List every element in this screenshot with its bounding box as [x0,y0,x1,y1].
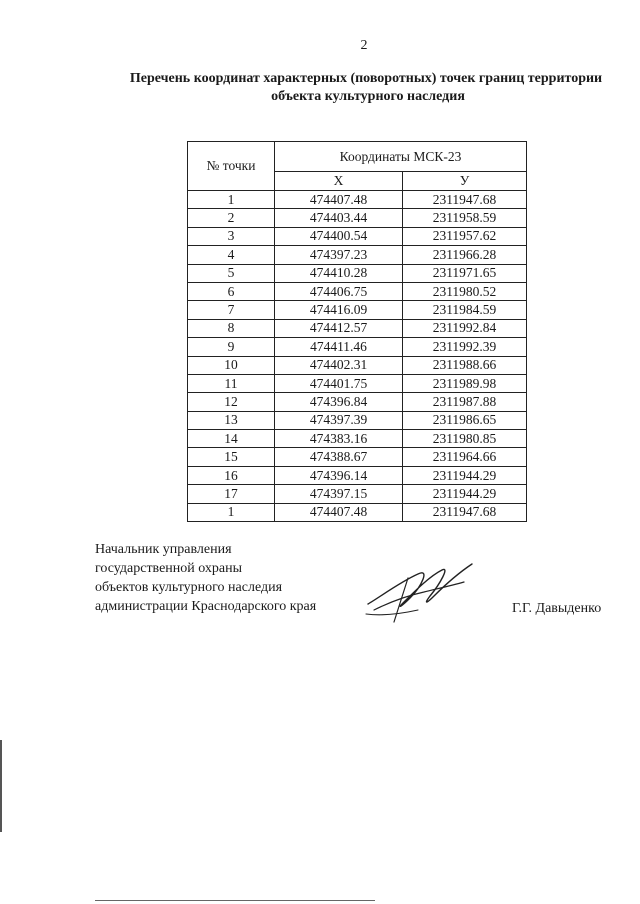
cell-x: 474401.75 [275,374,403,392]
cell-y: 2311964.66 [403,448,527,466]
cell-y: 2311966.28 [403,246,527,264]
cell-y: 2311989.98 [403,374,527,392]
cell-point-number: 17 [188,485,275,503]
cell-x: 474416.09 [275,301,403,319]
signatory-position-line: объектов культурного наследия [95,580,283,595]
signatory-name: Г.Г. Давыденко [512,601,602,616]
table-row [188,246,527,264]
cell-y: 2311958.59 [403,209,527,227]
cell-x: 474396.14 [275,466,403,484]
cell-x: 474396.84 [275,393,403,411]
cell-x: 474411.46 [275,338,403,356]
table-row [188,209,527,227]
cell-point-number: 8 [188,319,275,337]
cell-point-number: 1 [188,191,275,209]
cell-y: 2311944.29 [403,466,527,484]
cell-y: 2311980.85 [403,430,527,448]
cell-point-number: 13 [188,411,275,429]
cell-y: 2311992.39 [403,338,527,356]
cell-x: 474397.15 [275,485,403,503]
cell-x: 474406.75 [275,282,403,300]
signatory-position [95,540,316,616]
table-row [188,503,527,521]
cell-point-number: 11 [188,374,275,392]
cell-x: 474388.67 [275,448,403,466]
handwritten-signature [360,552,480,627]
cell-x: 474407.48 [275,503,403,521]
table-row [188,448,527,466]
cell-x: 474407.48 [275,191,403,209]
table-row [188,338,527,356]
cell-x: 474410.28 [275,264,403,282]
cell-y: 2311947.68 [403,191,527,209]
cell-y: 2311971.65 [403,264,527,282]
table-row [188,227,527,245]
cell-x: 474402.31 [275,356,403,374]
page-number: 2 [360,38,368,53]
cell-x: 474397.23 [275,246,403,264]
cell-point-number: 4 [188,246,275,264]
cell-x: 474412.57 [275,319,403,337]
table-row [188,356,527,374]
cell-point-number: 7 [188,301,275,319]
table-row [188,485,527,503]
table-row [188,411,527,429]
coordinates-table [187,141,527,522]
header-point-number: № точки [188,142,275,191]
cell-point-number: 1 [188,503,275,521]
signatory-position-line: Начальник управления [95,542,232,557]
table-row [188,393,527,411]
cell-point-number: 16 [188,466,275,484]
cell-point-number: 5 [188,264,275,282]
cell-x: 474397.39 [275,411,403,429]
cell-point-number: 12 [188,393,275,411]
cell-point-number: 15 [188,448,275,466]
cell-y: 2311987.88 [403,393,527,411]
cell-y: 2311992.84 [403,319,527,337]
cell-point-number: 3 [188,227,275,245]
table-row [188,466,527,484]
table-row [188,374,527,392]
cell-y: 2311944.29 [403,485,527,503]
bottom-rule [95,900,375,901]
cell-y: 2311984.59 [403,301,527,319]
table-row [188,301,527,319]
table-row [188,319,527,337]
table-row [188,264,527,282]
document-title [96,70,636,106]
cell-point-number: 2 [188,209,275,227]
cell-point-number: 9 [188,338,275,356]
cell-point-number: 6 [188,282,275,300]
scan-edge-mark [0,740,2,832]
signatory-position-line: администрации Краснодарского края [95,599,317,614]
cell-y: 2311980.52 [403,282,527,300]
table-row [188,282,527,300]
cell-y: 2311957.62 [403,227,527,245]
header-x: Х [275,172,403,191]
signatory-position-line: государственной охраны [95,561,243,576]
document-title-line-2: объекта культурного наследия [271,89,465,104]
table-row [188,191,527,209]
header-coordinates-group: Координаты МСК-23 [275,142,527,172]
header-y: У [403,172,527,191]
cell-x: 474383.16 [275,430,403,448]
document-title-line-1: Перечень координат характерных (поворотных) точек границ территории [129,71,603,86]
cell-y: 2311986.65 [403,411,527,429]
cell-x: 474403.44 [275,209,403,227]
coordinates-table-body [188,191,527,522]
cell-y: 2311947.68 [403,503,527,521]
cell-point-number: 10 [188,356,275,374]
table-row [188,430,527,448]
cell-x: 474400.54 [275,227,403,245]
cell-point-number: 14 [188,430,275,448]
cell-y: 2311988.66 [403,356,527,374]
